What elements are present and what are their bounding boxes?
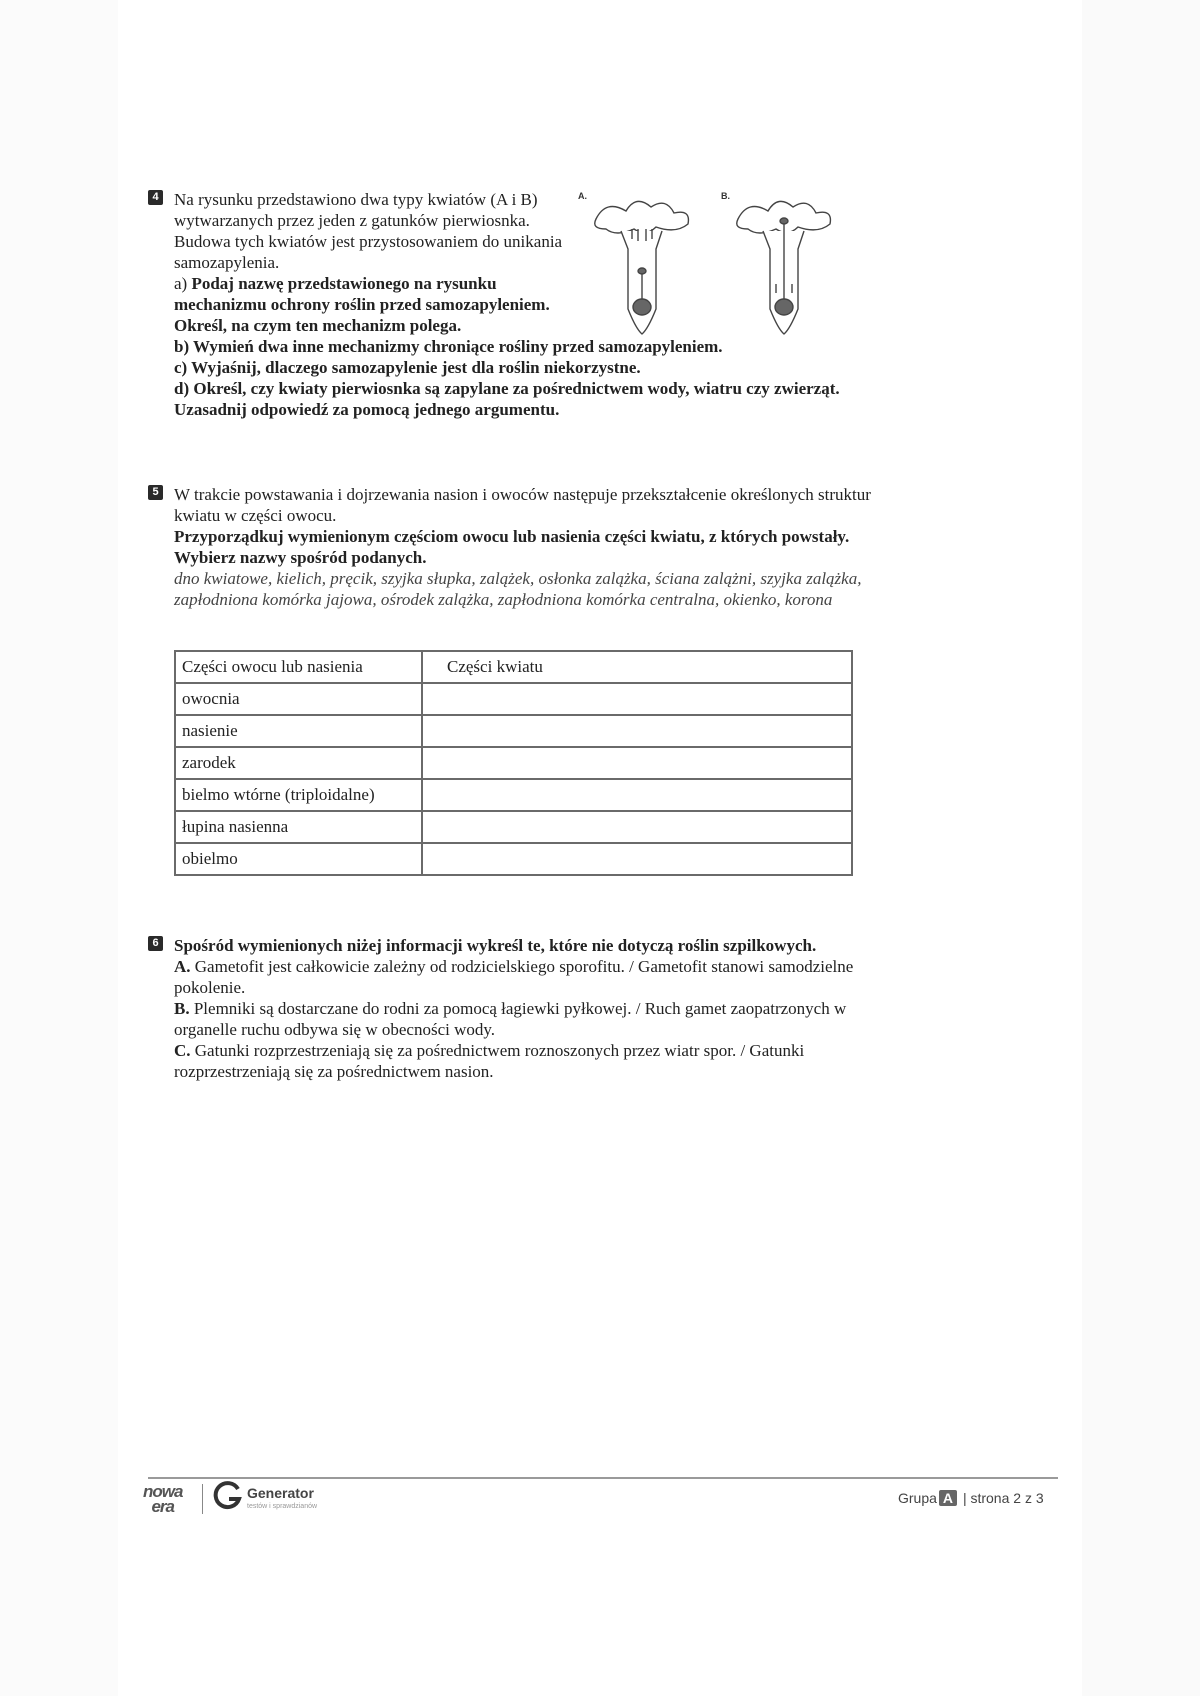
row-label: owocnia	[175, 683, 422, 715]
table-row	[175, 779, 852, 811]
task-4	[148, 189, 908, 420]
group-prefix: Grupa	[898, 1490, 937, 1506]
flower-a-drawing	[595, 201, 689, 334]
header-flower-parts: Części kwiatu	[422, 651, 852, 683]
matching-table	[174, 650, 853, 876]
statement-c-label: C.	[174, 1041, 191, 1060]
answer-cell[interactable]	[422, 779, 852, 811]
statement-c-text: Gatunki rozprzestrzeniają się za pośrednictwem roznoszonych przez wiatr spor. / Gatunki rozprzestrzeniają się za pośrednictwem nasion.	[174, 1041, 805, 1081]
table-row	[175, 683, 852, 715]
task-6	[148, 935, 908, 1082]
row-label: obielmo	[175, 843, 422, 875]
task-5	[148, 484, 908, 610]
options-list: dno kwiatowe, kielich, pręcik, szyjka słupka, zalążek, osłonka zalążka, ściana zalążni, szyjka zalążka, zapłodniona komórka jajowa, ośrodek zalążka, zapłodniona komórka centralna, okienko, korona	[174, 569, 862, 609]
table-row	[175, 843, 852, 875]
statement-a	[174, 956, 908, 998]
logo-divider	[202, 1484, 203, 1514]
logo-nowa-text: nowa	[143, 1482, 183, 1501]
statement-a-label: A.	[174, 957, 191, 976]
task-instruction: Przyporządkuj wymienionym częściom owocu lub nasienia części kwiatu, z których powstały. Wybierz nazwy spośród podanych.	[174, 527, 850, 567]
table-header-row	[175, 651, 852, 683]
question-a	[174, 273, 564, 336]
task-intro: Na rysunku przedstawiono dwa typy kwiatów (A i B) wytwarzanych przez jeden z gatunków pierwiosnka. Budowa tych kwiatów jest przystosowaniem do unikania samozapylenia.	[174, 190, 563, 272]
question-d: d) Określ, czy kwiaty pierwiosnka są zapylane za pośrednictwem wody, wiatru czy zwierząt. Uzasadnij odpowiedź za pomocą jednego argumentu.	[174, 379, 840, 419]
row-label: łupina nasienna	[175, 811, 422, 843]
nowa-era-logo	[143, 1484, 182, 1514]
answer-cell[interactable]	[422, 683, 852, 715]
statement-b-label: B.	[174, 999, 190, 1018]
flower-b-drawing	[737, 201, 831, 334]
scan-margin-left	[0, 0, 118, 1696]
statement-b-text: Plemniki są dostarczane do rodni za pomocą łagiewki pyłkowej. / Ruch gamet zaopatrzonych w organelle ruchu odbywa się w obecności wody.	[174, 999, 847, 1039]
table-row	[175, 715, 852, 747]
scan-margin-right	[1082, 0, 1200, 1696]
question-a-label: a)	[174, 274, 192, 293]
answer-cell[interactable]	[422, 811, 852, 843]
row-label: nasienie	[175, 715, 422, 747]
figure-label-b: B.	[721, 191, 730, 201]
header-fruit-parts: Części owocu lub nasienia	[175, 651, 422, 683]
question-c: c) Wyjaśnij, dlaczego samozapylenie jest dla roślin niekorzystne.	[174, 358, 641, 377]
task-number: 5	[148, 485, 163, 500]
generator-logo-text: Generator	[247, 1485, 314, 1501]
task-instruction: Spośród wymienionych niżej informacji wykreśl te, które nie dotyczą roślin szpilkowych.	[174, 936, 817, 955]
logo-era-text: era	[151, 1497, 174, 1516]
generator-g-icon	[213, 1481, 243, 1511]
task-number: 4	[148, 190, 163, 205]
generator-logo-subtitle: testów i sprawdzianów	[247, 1503, 318, 1510]
answer-cell[interactable]	[422, 747, 852, 779]
footer-divider	[148, 1477, 1058, 1479]
row-label: zarodek	[175, 747, 422, 779]
page-number: | strona 2 z 3	[962, 1490, 1044, 1506]
primrose-flowers-figure	[576, 189, 866, 339]
statement-b	[174, 998, 908, 1040]
task-number: 6	[148, 936, 163, 951]
question-a-text: Podaj nazwę przedstawionego na rysunku mechanizmu ochrony roślin przed samozapyleniem. Określ, na czym ten mechanizm polega.	[174, 274, 550, 335]
answer-cell[interactable]	[422, 715, 852, 747]
task-intro: W trakcie powstawania i dojrzewania nasion i owoców następuje przekształcenie określonych struktur kwiatu w części owocu.	[174, 485, 871, 525]
group-badge: A	[939, 1490, 957, 1506]
table-row	[175, 811, 852, 843]
figure-label-a: A.	[578, 191, 587, 201]
answer-cell[interactable]	[422, 843, 852, 875]
statement-c	[174, 1040, 908, 1082]
row-label: bielmo wtórne (triploidalne)	[175, 779, 422, 811]
page-info	[898, 1490, 1044, 1506]
table-row	[175, 747, 852, 779]
statement-a-text: Gametofit jest całkowicie zależny od rodzicielskiego sporofitu. / Gametofit stanowi samodzielne pokolenie.	[174, 957, 854, 997]
question-b: b) Wymień dwa inne mechanizmy chroniące rośliny przed samozapyleniem.	[174, 337, 723, 356]
